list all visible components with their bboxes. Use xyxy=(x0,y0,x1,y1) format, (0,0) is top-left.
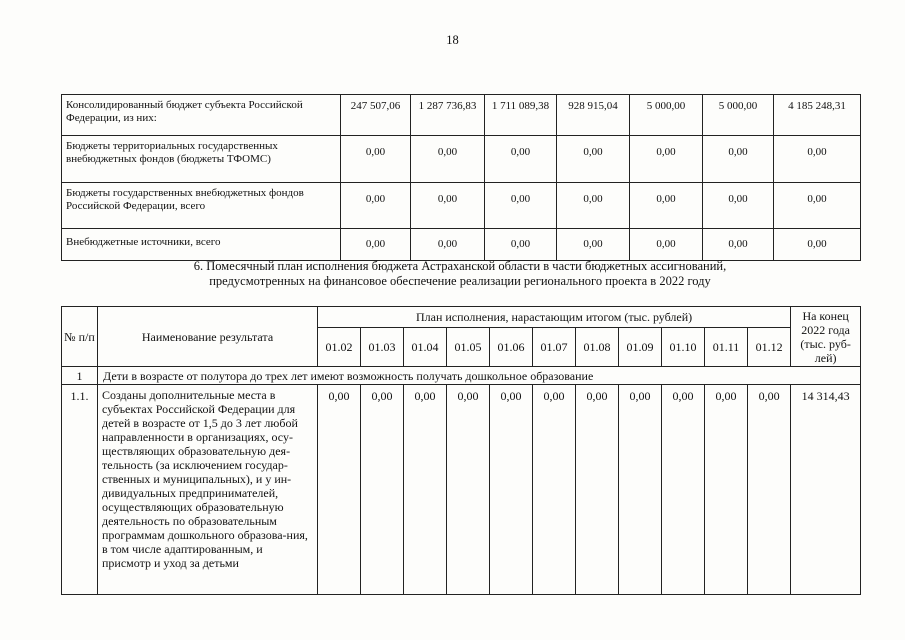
budget-row-extrabudgetary xyxy=(62,229,861,261)
budget-row-name: Бюджеты государственных внебюджетных фондов Российской Федерации, всего xyxy=(62,183,341,229)
section-text: Дети в возрасте от полутора до трех лет имеют возможность получать дошкольное образование xyxy=(98,367,861,385)
month-header: 01.08 xyxy=(576,328,619,367)
item-month-value: 0,00 xyxy=(705,385,748,595)
item-month-value: 0,00 xyxy=(576,385,619,595)
budget-cell: 0,00 xyxy=(485,183,557,229)
budget-row-federal-funds xyxy=(62,183,861,229)
budget-cell: 0,00 xyxy=(630,229,703,261)
page-number: 18 xyxy=(446,33,459,47)
plan-item-row xyxy=(62,385,861,595)
budget-cell: 0,00 xyxy=(557,136,630,183)
budget-cell: 5 000,00 xyxy=(703,95,774,136)
plan-header-row xyxy=(62,307,861,328)
budget-cell: 0,00 xyxy=(411,229,485,261)
budget-cell: 0,00 xyxy=(703,136,774,183)
month-header: 01.07 xyxy=(533,328,576,367)
section-title-line: 6. Помесячный план исполнения бюджета Астраханской области в части бюджетных ассигнований, xyxy=(193,259,727,273)
budget-row-name: Консолидированный бюджет субъекта Российской Федерации, из них: xyxy=(62,95,341,136)
budget-cell: 0,00 xyxy=(557,183,630,229)
budget-cell: 247 507,06 xyxy=(341,95,411,136)
budget-cell: 0,00 xyxy=(774,229,861,261)
header-plan: План исполнения, нарастающим итогом (тыс. рублей) xyxy=(318,307,791,328)
month-header: 01.09 xyxy=(619,328,662,367)
budget-cell: 4 185 248,31 xyxy=(774,95,861,136)
month-header: 01.06 xyxy=(490,328,533,367)
month-header: 01.04 xyxy=(404,328,447,367)
section-title-line: предусмотренных на финансовое обеспечение реализации регионального проекта в 2022 году xyxy=(209,274,711,288)
header-number: № п/п xyxy=(62,307,98,367)
month-header: 01.05 xyxy=(447,328,490,367)
budget-row-consolidated xyxy=(62,95,861,136)
item-month-value: 0,00 xyxy=(447,385,490,595)
month-header: 01.10 xyxy=(662,328,705,367)
budget-cell: 1 711 089,38 xyxy=(485,95,557,136)
item-month-value: 0,00 xyxy=(490,385,533,595)
budget-row-name: Внебюджетные источники, всего xyxy=(62,229,341,261)
budget-cell: 0,00 xyxy=(341,183,411,229)
item-year-total: 14 314,43 xyxy=(791,385,861,595)
budget-cell: 0,00 xyxy=(341,229,411,261)
budget-cell: 0,00 xyxy=(703,183,774,229)
budget-cell: 0,00 xyxy=(703,229,774,261)
item-description: Созданы дополнительные места в субъектах Российской Федерации для детей в возрасте от 1,5 до 3 лет любой направленности в организациях, осу-ществляющих образовательную дея-тельность (за исключением государ-ственных и муниципальных), и у ин-дивидуальных предпринимателей, осуществляющих образовательную деятельность по образовательным программам дошкольного образова-ния, в том числе адаптированным, и присмотр и уход за детьми xyxy=(98,385,318,595)
section-title xyxy=(150,259,770,289)
budget-cell: 0,00 xyxy=(485,229,557,261)
item-month-value: 0,00 xyxy=(361,385,404,595)
month-header: 01.12 xyxy=(748,328,791,367)
budget-cell: 0,00 xyxy=(341,136,411,183)
budget-cell: 0,00 xyxy=(630,136,703,183)
budget-cell: 0,00 xyxy=(411,136,485,183)
budget-row-tfoms xyxy=(62,136,861,183)
plan-section-row xyxy=(62,367,861,385)
budget-cell: 928 915,04 xyxy=(557,95,630,136)
section-number: 1 xyxy=(62,367,98,385)
budget-cell: 5 000,00 xyxy=(630,95,703,136)
month-header: 01.02 xyxy=(318,328,361,367)
budget-sources-table xyxy=(61,94,861,261)
item-month-value: 0,00 xyxy=(533,385,576,595)
budget-cell: 0,00 xyxy=(774,136,861,183)
budget-cell: 0,00 xyxy=(774,183,861,229)
budget-cell: 0,00 xyxy=(485,136,557,183)
item-month-value: 0,00 xyxy=(404,385,447,595)
month-header: 01.11 xyxy=(705,328,748,367)
budget-cell: 0,00 xyxy=(411,183,485,229)
month-header: 01.03 xyxy=(361,328,404,367)
budget-cell: 0,00 xyxy=(630,183,703,229)
header-year-end: На конец 2022 года (тыс. руб-лей) xyxy=(791,307,861,367)
item-month-value: 0,00 xyxy=(318,385,361,595)
budget-cell: 0,00 xyxy=(557,229,630,261)
header-result-name: Наименование результата xyxy=(98,307,318,367)
item-month-value: 0,00 xyxy=(748,385,791,595)
budget-cell: 1 287 736,83 xyxy=(411,95,485,136)
item-month-value: 0,00 xyxy=(619,385,662,595)
monthly-plan-table xyxy=(61,306,861,595)
item-number: 1.1. xyxy=(62,385,98,595)
item-month-value: 0,00 xyxy=(662,385,705,595)
budget-row-name: Бюджеты территориальных государственных внебюджетных фондов (бюджеты ТФОМС) xyxy=(62,136,341,183)
